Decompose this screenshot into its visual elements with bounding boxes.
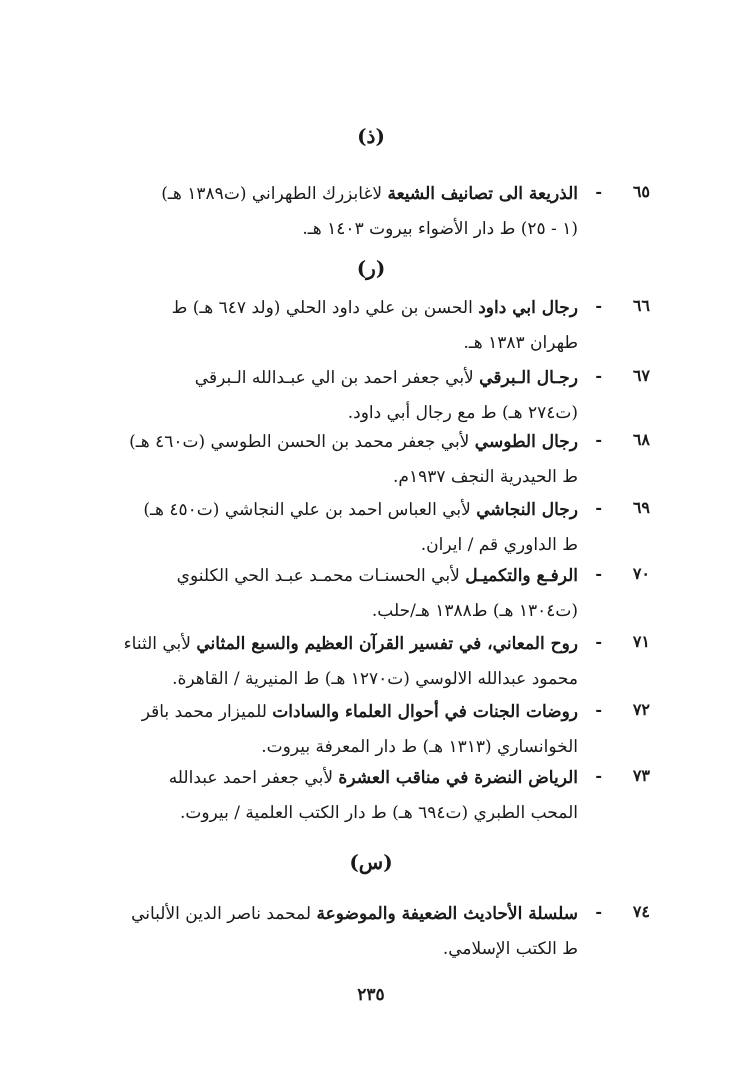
entry-line-1 xyxy=(100,182,578,206)
entry-dash: - xyxy=(595,498,602,517)
entry-author: لمحمد ناصر الدين الألباني xyxy=(131,904,317,924)
entry-line-1 xyxy=(100,498,578,522)
entry-title: رجال النجاشي xyxy=(476,500,578,520)
entry-author: لأبي الثناء xyxy=(123,634,197,654)
entry-author: لأبي جعفر احمد عبدالله xyxy=(168,768,339,788)
entry-author: للميزار محمد باقر xyxy=(141,702,273,722)
entry-author: الحسن بن علي داود الحلي (ولد ٦٤٧ هـ) ط xyxy=(171,298,479,318)
entry-line-1 xyxy=(100,902,578,926)
entry-number: ٧٣ xyxy=(632,766,650,785)
page-number: ٢٣٥ xyxy=(357,985,385,1005)
entry-author: لاغابزرك الطهراني (ت١٣٨٩ هـ) xyxy=(161,184,388,204)
entry-dash: - xyxy=(595,766,602,785)
entry-number: ٦٧ xyxy=(632,366,650,385)
entry-title: الرفـع والتكميـل xyxy=(465,566,578,586)
entry-dash: - xyxy=(595,430,602,449)
entry-line-2: الخوانساري (١٣١٣ هـ) ط دار المعرفة بيروت. xyxy=(261,737,578,757)
entry-dash: - xyxy=(595,182,602,201)
entry-line-2: (ت٢٧٤ هـ) ط مع رجال أبي داود. xyxy=(347,403,578,423)
entry-number: ٧٢ xyxy=(632,700,650,719)
entry-number: ٧٠ xyxy=(632,564,650,583)
entry-author: لأبي جعفر محمد بن الحسن الطوسي (ت٤٦٠ هـ) xyxy=(129,432,475,452)
entry-line-1 xyxy=(100,766,578,790)
entry-number: ٦٨ xyxy=(632,430,650,449)
entry-number: ٧٤ xyxy=(632,902,650,921)
entry-author: لأبي جعفر احمد بن الي عبـدالله الـبرقي xyxy=(194,368,480,388)
entry-title: روضات الجنات في أحوال العلماء والسادات xyxy=(272,702,578,722)
entry-line-1 xyxy=(100,296,578,320)
entry-dash: - xyxy=(595,564,602,583)
entry-author: لأبي الحسنـات محمـد عبـد الحي الكلنوي xyxy=(176,566,466,586)
entry-line-2: ط الكتب الإسلامي. xyxy=(442,939,578,959)
entry-line-2: (١ - ٢٥) ط دار الأضواء بيروت ١٤٠٣ هـ. xyxy=(302,219,578,239)
entry-dash: - xyxy=(595,366,602,385)
entry-line-2: (ت١٣٠٤ هـ) ط١٣٨٨ هـ/حلب. xyxy=(371,601,578,621)
entry-line-2: طهران ١٣٨٣ هـ. xyxy=(463,333,578,353)
section-heading-sin: (س) xyxy=(349,850,393,874)
entry-line-2: ط الداوري قم / ايران. xyxy=(420,535,578,555)
entry-line-2: ط الحيدرية النجف ١٩٣٧م. xyxy=(393,467,578,487)
entry-number: ٦٥ xyxy=(632,182,650,201)
section-heading-dhal: (ذ) xyxy=(357,124,385,148)
entry-line-1 xyxy=(100,430,578,454)
entry-title: رجـال الـبرقي xyxy=(479,368,578,388)
entry-title: رجال الطوسي xyxy=(474,432,578,452)
entry-author: لأبي العباس احمد بن علي النجاشي (ت٤٥٠ هـ) xyxy=(143,500,477,520)
entry-title: رجال ابي داود xyxy=(478,298,578,318)
entry-number: ٧١ xyxy=(632,632,650,651)
entry-line-1 xyxy=(100,366,578,390)
entry-line-2: المحب الطبري (ت٦٩٤ هـ) ط دار الكتب العلمية / بيروت. xyxy=(179,803,578,823)
entry-line-1 xyxy=(100,700,578,724)
entry-line-2: محمود عبدالله الالوسي (ت١٢٧٠ هـ) ط المنيرية / القاهرة. xyxy=(172,669,578,689)
entry-number: ٦٩ xyxy=(632,498,650,517)
entry-title: الرياض النضرة في مناقب العشرة xyxy=(338,768,578,788)
entry-dash: - xyxy=(595,700,602,719)
section-heading-ra: (ر) xyxy=(356,256,386,280)
entry-number: ٦٦ xyxy=(632,296,650,315)
entry-line-1 xyxy=(100,564,578,588)
entry-dash: - xyxy=(595,296,602,315)
entry-dash: - xyxy=(595,902,602,921)
entry-title: الذريعة الى تصانيف الشيعة xyxy=(387,184,578,204)
entry-line-1 xyxy=(100,632,578,656)
entry-title: سلسلة الأحاديث الضعيفة والموضوعة xyxy=(316,904,578,924)
entry-dash: - xyxy=(595,632,602,651)
entry-title: روح المعاني، في تفسير القرآن العظيم والسبع المثاني xyxy=(196,634,578,654)
